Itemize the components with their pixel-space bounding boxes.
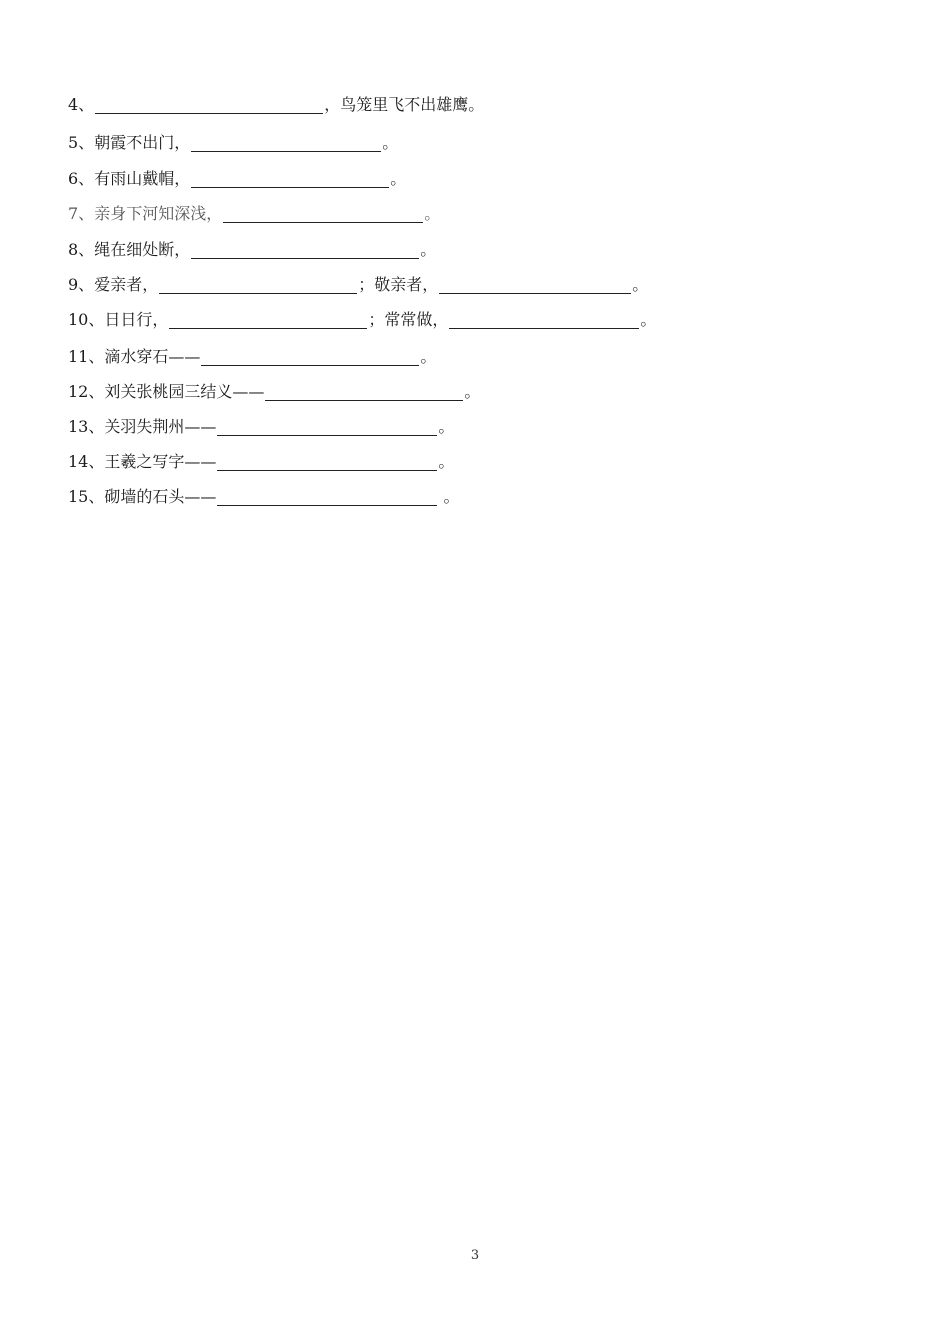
item-text-before: 王羲之写字—— <box>104 452 217 471</box>
item-text-before: 朝霞不出门， <box>94 133 191 152</box>
item-8 <box>68 237 436 263</box>
item-14 <box>68 449 454 475</box>
item-number: 11、 <box>68 347 105 366</box>
item-6 <box>68 166 406 192</box>
item-text-after: 。 <box>640 310 657 329</box>
item-number: 6、 <box>68 169 95 188</box>
item-text-before: 滴水穿石—— <box>104 347 201 366</box>
item-text-after: 。 <box>632 275 649 294</box>
item-text-after: 。 <box>438 452 455 471</box>
item-11 <box>68 344 436 370</box>
item-text-after: 。 <box>464 382 481 401</box>
answer-blank[interactable] <box>217 450 437 471</box>
item-number: 15、 <box>68 487 105 506</box>
item-number: 10、 <box>68 310 105 329</box>
item-text-before: 关羽失荆州—— <box>104 417 217 436</box>
item-text-after: 。 <box>438 417 455 436</box>
item-number: 8、 <box>68 240 95 259</box>
item-5 <box>68 130 398 156</box>
item-number: 4、 <box>68 95 95 114</box>
item-7 <box>68 201 440 227</box>
item-text-after: 。 <box>390 169 407 188</box>
answer-blank[interactable] <box>159 273 357 294</box>
item-12 <box>68 379 480 405</box>
item-number: 5、 <box>68 133 95 152</box>
item-text-before: 砌墙的石头—— <box>104 487 217 506</box>
answer-blank[interactable] <box>217 485 437 506</box>
answer-blank[interactable] <box>95 93 323 114</box>
item-4 <box>68 92 484 118</box>
item-text-after: 。 <box>420 240 437 259</box>
item-text-after: 。 <box>382 133 399 152</box>
answer-blank[interactable] <box>191 238 419 259</box>
item-text-mid: ；常常做， <box>368 310 449 329</box>
answer-blank[interactable] <box>169 308 367 329</box>
item-number: 14、 <box>68 452 105 471</box>
answer-blank[interactable] <box>223 202 423 223</box>
item-text-mid: ；敬亲者， <box>358 275 439 294</box>
item-text-after: 。 <box>424 204 441 223</box>
item-text-before: 有雨山戴帽， <box>94 169 191 188</box>
item-text-before: 日日行， <box>104 310 169 329</box>
answer-blank[interactable] <box>191 167 389 188</box>
item-text-after: 。 <box>420 347 437 366</box>
item-number: 9、 <box>68 275 95 294</box>
item-13 <box>68 414 454 440</box>
item-text-after: ，鸟笼里飞不出雄鹰。 <box>324 95 485 114</box>
item-9 <box>68 272 648 298</box>
item-text-after: 。 <box>438 487 460 506</box>
item-number: 12、 <box>68 382 105 401</box>
item-text-before: 绳在细处断， <box>94 240 191 259</box>
answer-blank[interactable] <box>439 273 631 294</box>
item-10 <box>68 307 656 333</box>
item-number: 7、 <box>68 204 95 223</box>
item-text-before: 刘关张桃园三结义—— <box>104 382 265 401</box>
answer-blank[interactable] <box>449 308 639 329</box>
answer-blank[interactable] <box>201 345 419 366</box>
item-text-before: 爱亲者， <box>94 275 159 294</box>
item-number: 13、 <box>68 417 105 436</box>
item-text-before: 亲身下河知深浅， <box>94 204 223 223</box>
page-number: 3 <box>470 1248 480 1263</box>
answer-blank[interactable] <box>191 131 381 152</box>
answer-blank[interactable] <box>217 415 437 436</box>
item-15 <box>68 484 459 510</box>
answer-blank[interactable] <box>265 380 463 401</box>
